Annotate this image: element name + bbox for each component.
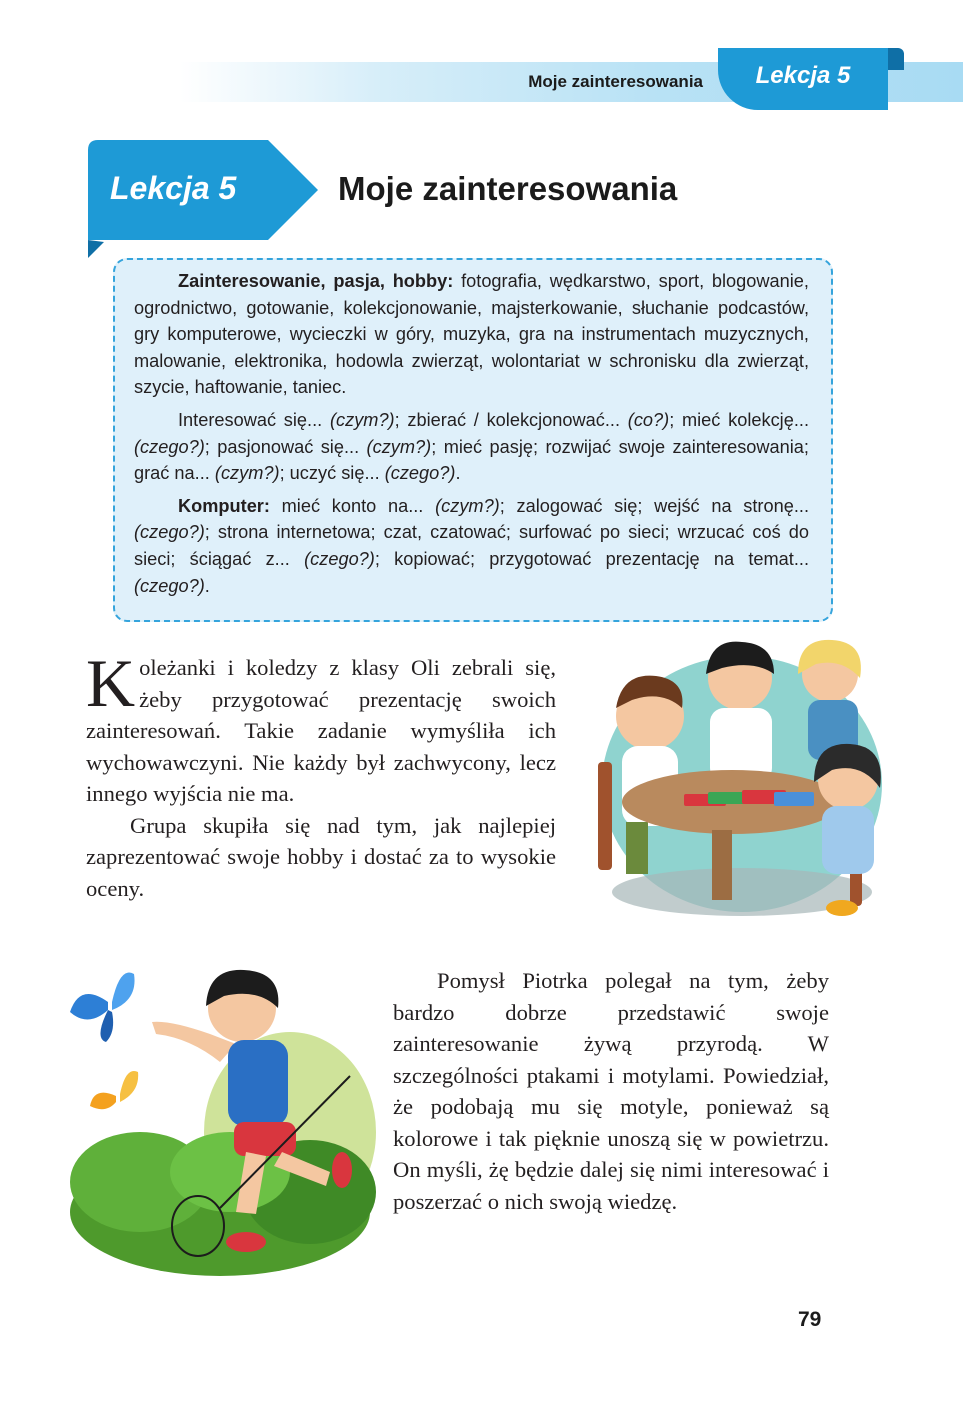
story-paragraph: Grupa skupiła się nad tym, jak najlepiej zaprezentować swoje hobby i dostać za to wysokie oceny. [86,812,556,901]
vocabulary-phrases: Interesować się... (czym?); zbierać / kolekcjonować... (co?); mieć kolekcję... (czego?); pasjonować się... (czym?); mieć pasję; rozwijać swoje zainteresowania; grać na... (czym?); uczyć się... (czego?). [134,409,810,484]
boy-with-butterfly-net-illustration [60,962,380,1280]
lesson-badge-label: Lekcja 5 [110,170,237,206]
vocabulary-term: Zainteresowanie, pasja, hobby: [178,271,454,291]
children-at-table-illustration [592,634,892,930]
running-header-tab-label: Lekcja 5 [755,62,851,89]
running-header-title: Moje zainteresowania [528,72,703,91]
drop-cap: K [86,645,136,721]
blue-butterfly-icon [70,973,135,1042]
vocabulary-computer: Komputer: mieć konto na... (czym?); zalogować się; wejść na stronę... (czego?); strona internetowa; czat, czatować; surfować po sieci; wrzucać coś do sieci; ściągać z... (czego?); kopiować; przygotować prezentację na temat... (czego?). [134,495,809,596]
story-paragraph: Koleżanki i koledzy z klasy Oli zebrali się, żeby przygotować prezentację swoich zainteresowań. Takie zadanie wymyśliła ich wychowawczyni. Nie każdy był zachwycony, lecz innego wyjścia nie ma. [86,645,556,806]
vocabulary-term: Komputer: [178,495,270,516]
lesson-badge [88,140,320,258]
page-number: 79 [798,1308,822,1331]
vocabulary-box [113,258,833,622]
story-paragraph: Pomysł Piotrka polegał na tym, żeby bardzo dobrze przedstawić swoje zainteresowanie żywą przyrodą. W szczególności ptakami i motylami. Powiedział, że podobają mu się motyle, ponieważ są kolorowe i tak pięknie unoszą się w powietrzu. On myśli, żę będzie dalej się nimi interesować i poszerzać o nich swoją wiedzę. [393,968,829,1214]
lesson-title: Moje zainteresowania [338,170,678,207]
story-passage-1 [86,645,556,904]
story-passage-2 [393,965,829,1217]
running-header-tab [718,48,888,110]
vocabulary-hobbies: Zainteresowanie, pasja, hobby: fotografia, wędkarstwo, sport, blogowanie, ogrodnictwo, gotowanie, kolekcjonowanie, majsterkowanie, słuchanie podcastów, gry komputerowe, wycieczki w góry, muzyka, gra na instrumentach muzycznych, malowanie, elektronika, hodowla zwierząt, wolontariat w schronisku dla zwierząt, szycie, haftowanie, taniec. [134,271,809,398]
orange-butterfly-icon [90,1071,138,1109]
